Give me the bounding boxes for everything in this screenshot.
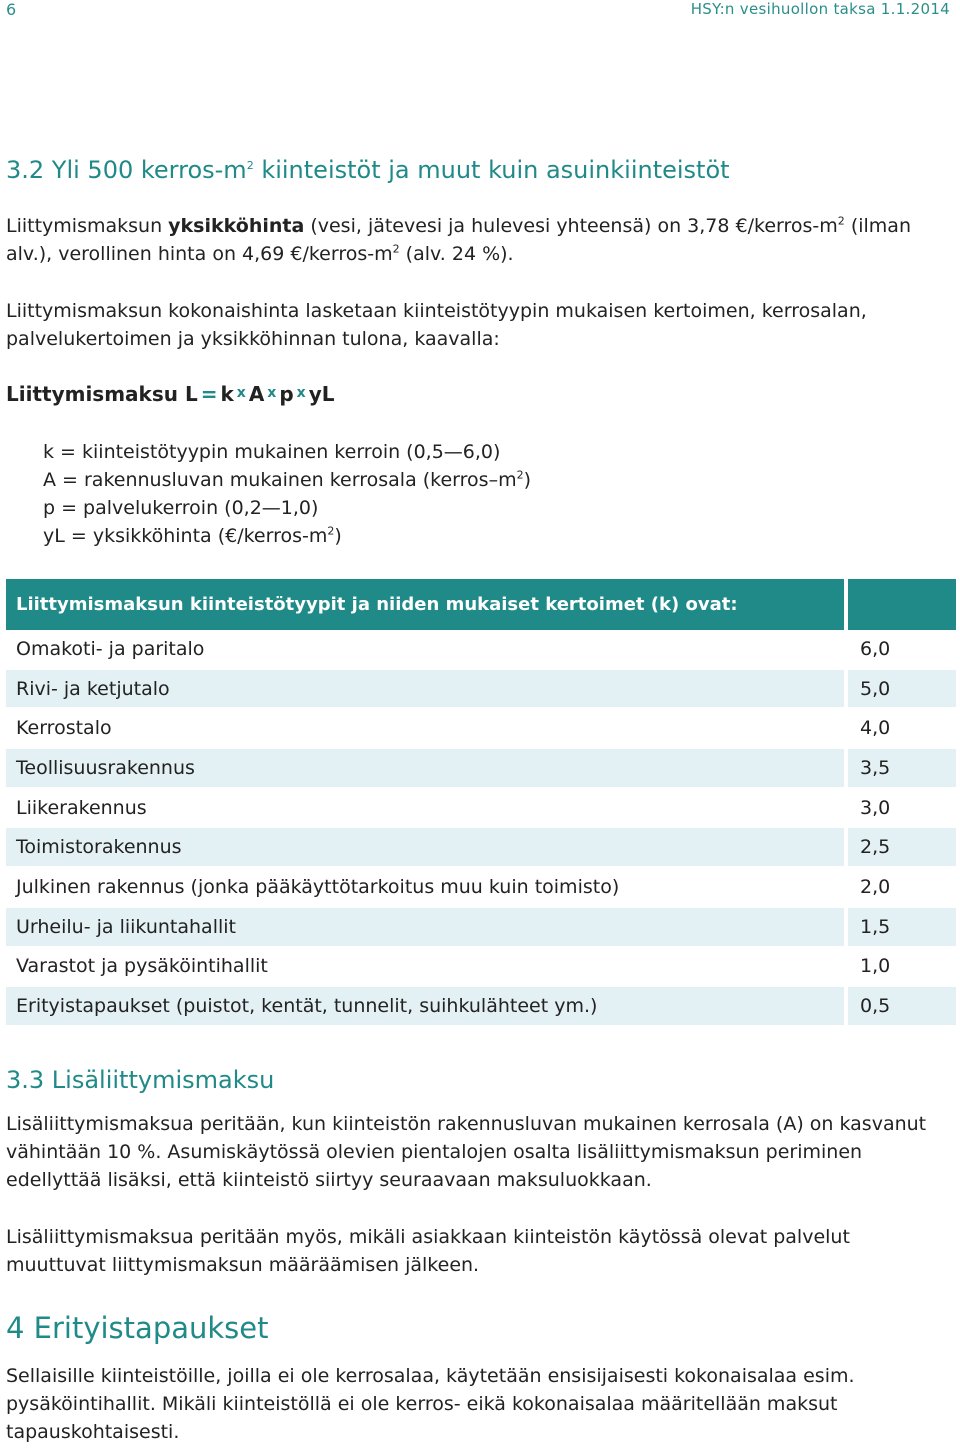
additional-fee-paragraph-1: Lisäliittymismaksua peritään, kun kiinteistön rakennusluvan mukainen kerrosala (A) on kasvanut vähintään 10 %. Asumiskäytössä olevien pientalojen osalta lisäliittymismaksun periminen edellyttää lisäksi, että kiinteistö siirtyy seuraavaan maksuluokkaan. — [6, 1113, 927, 1191]
table-row-label: Toimistorakennus — [6, 828, 844, 866]
definition-A: A = rakennusluvan mukainen kerrosala $(kerros-m^2)$ — [43, 468, 532, 491]
table-row — [6, 868, 956, 908]
table-row — [6, 749, 956, 789]
definition-p: p = palvelukerroin (0,2—1,0) — [43, 497, 319, 519]
table-row-label: Varastot ja pysäköintihallit — [16, 955, 268, 978]
page-header — [0, 0, 960, 26]
table-row-value: 2,5 — [848, 828, 956, 866]
table-row-value: 6,0 — [860, 637, 891, 660]
page-number: 6 — [6, 0, 17, 19]
table-row-label: Rivi- ja ketjutalo — [6, 670, 844, 708]
definition-k: k = kiinteistötyypin mukainen kerroin (0,5—6,0) — [43, 441, 501, 463]
table-row-value: 1,0 — [860, 955, 891, 978]
table-row-label: Teollisuusrakennus — [6, 749, 844, 787]
table-row — [6, 670, 956, 710]
coefficient-table — [6, 579, 956, 1027]
unit-price-paragraph: Liittymismaksun yksikköhinta (vesi, jätevesi ja hulevesi yhteensä) on 3,78 $€/kerros-m^2$ (ilman alv.), verollinen hinta on 4,69 $€/kerros-m^2$ (alv. 24 %). — [6, 214, 911, 265]
table-header-value-cell — [848, 579, 956, 630]
table-row-label: Julkinen rakennus (jonka pääkäyttötarkoitus muu kuin toimisto) — [16, 875, 620, 898]
special-cases-paragraph: Sellaisille kiinteistöille, joilla ei ole kerrosalaa, käytetään ensisijaisesti kokonaisalaa esim. pysäköintihallit. Mikäli kiinteistöllä ei ole kerros- eikä kokonaisalaa määritellään maksut tapauskohtaisesti. — [6, 1365, 855, 1443]
table-row-label: Urheilu- ja liikuntahallit — [6, 908, 844, 946]
section-3-3-heading: 3.3 Lisäliittymismaksu — [6, 1066, 275, 1094]
table-row — [6, 828, 956, 868]
table-row — [6, 987, 956, 1027]
formula-definitions — [43, 438, 531, 550]
additional-fee-paragraph-2: Lisäliittymismaksua peritään myös, mikäli asiakkaan kiinteistön käytössä olevat palvelut muuttuvat liittymismaksun määräämisen jälkeen. — [6, 1226, 850, 1276]
table-row — [6, 789, 956, 829]
table-header-title: Liittymismaksun kiinteistötyypit ja niiden mukaiset kertoimet (k) ovat: — [6, 579, 844, 630]
table-row — [6, 709, 956, 749]
table-row-label: Kerrostalo — [16, 717, 112, 740]
section-4-heading: 4 Erityistapaukset — [6, 1311, 269, 1345]
table-row-value: 3,0 — [860, 796, 891, 819]
table-row-label: Omakoti- ja paritalo — [16, 637, 205, 660]
table-row-value: 0,5 — [848, 987, 956, 1025]
table-row-value: 3,5 — [848, 749, 956, 787]
fee-formula: Liittymismaksu L = k $^x$ A $^x$ p $^x$ yL — [6, 382, 335, 406]
table-row-label: Erityistapaukset (puistot, kentät, tunnelit, suihkulähteet ym.) — [6, 987, 844, 1025]
table-row — [6, 630, 956, 670]
total-price-paragraph: Liittymismaksun kokonaishinta lasketaan kiinteistötyypin mukaisen kertoimen, kerrosalan, palvelukertoimen ja yksikköhinnan tulona, kaavalla: — [6, 300, 867, 350]
running-head: HSY:n vesihuollon taksa 1.1.2014 — [690, 0, 950, 18]
table-row — [6, 908, 956, 948]
table-row-value: 2,0 — [860, 875, 891, 898]
definition-yL: yL = yksikköhinta $(€/kerros-m^2)$ — [43, 524, 342, 547]
table-row-value: 5,0 — [848, 670, 956, 708]
table-row-value: 1,5 — [848, 908, 956, 946]
table-row-value: 4,0 — [860, 717, 891, 740]
table-row-label: Liikerakennus — [16, 796, 147, 819]
table-header — [6, 579, 956, 630]
section-3-2-heading: 3.2 Yli 500 kerros-$m^2$ kiinteistöt ja muut kuin asuinkiinteistöt — [6, 156, 730, 184]
table-row — [6, 948, 956, 988]
